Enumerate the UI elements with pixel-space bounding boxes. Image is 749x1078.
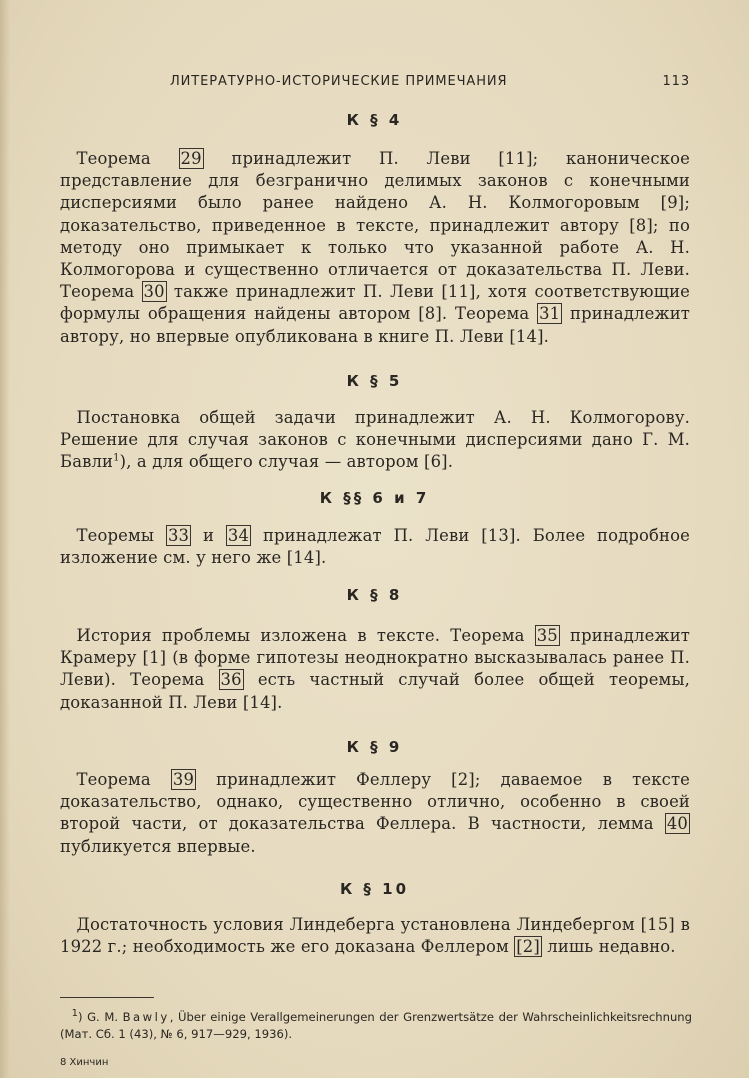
boxed-reference: 36 xyxy=(220,670,242,690)
section-heading: К § 5 xyxy=(346,372,403,390)
boxed-reference: 31 xyxy=(539,304,561,324)
footnote-marker: 1 xyxy=(71,1008,78,1020)
section-paragraph: История проблемы изложена в тексте. Теорема 35 принадлежит Крамеру [1] (в форме гипотезы неоднократно высказывалась ранее П. Леви). Теорема 36 есть частный случай более общей теоремы, доказанной П. Леви [14]. xyxy=(60,626,690,712)
running-head-title: ЛИТЕРАТУРНО-ИСТОРИЧЕСКИЕ ПРИМЕЧАНИЯ xyxy=(170,74,508,89)
footnote-marker: 1 xyxy=(113,452,120,464)
section-heading: К § 8 xyxy=(346,586,403,604)
page-number: 113 xyxy=(662,74,690,89)
boxed-reference: 29 xyxy=(180,149,202,168)
boxed-reference: 40 xyxy=(666,814,688,834)
section-paragraph: Теорема 29 принадлежит П. Леви [11]; каноническое представление для безгранично делимых законов с конечными дисперсиями было ранее найдено А. Н. Колмогоровым [9]; доказательство, приведенное в тексте, принадлежит автору [8]; по методу оно примыкает к только что указанной работе А. Н. Колмогорова и существенно отличается от доказательства П. Леви. Теорема 30 также принадлежит П. Леви [11], хотя соответствующие формулы обращения найдены автором [8]. Теорема 31 принадлежит автору, но впервые опубликована в книге П. Леви [14]. xyxy=(60,149,691,346)
running-head xyxy=(170,74,690,89)
section-paragraph: Постановка общей задачи принадлежит А. Н. Колмогорову. Решение для случая законов с конечными дисперсиями дано Г. М. Бавли$^1$), а для общего случая — автором [6]. xyxy=(60,408,690,472)
boxed-reference: 30 xyxy=(143,282,165,302)
boxed-reference: 39 xyxy=(172,770,195,789)
boxed-reference: 33 xyxy=(167,526,190,545)
footnote: $^1$) G. M. Bawly, Über einige Verallgemeinerungen der Grenzwertsätze der Wahrscheinlichkeitsrechnung (Мат. Сб. 1 (43), № 6, 917—929, 1936). xyxy=(60,1008,693,1041)
section-paragraph: Достаточность условия Линдеберга установлена Линдебергом [15] в 1922 г.; необходимость же его доказана Феллером [2] лишь недавно. xyxy=(60,915,690,957)
section-paragraph: Теорема 39 принадлежит Феллеру [2]; даваемое в тексте доказательство, однако, существенно отлично, особенно в своей второй части, от доказательства Феллера. В частности, лемма 40 публикуется впервые. xyxy=(60,770,691,856)
footnote-divider xyxy=(60,997,154,998)
boxed-reference: 35 xyxy=(536,626,558,645)
section-heading: К § 10 xyxy=(339,880,410,898)
section-heading: К §§ 6 и 7 xyxy=(319,489,430,507)
boxed-reference: [2] xyxy=(516,937,540,957)
section-heading: К § 4 xyxy=(346,111,403,129)
boxed-reference: 34 xyxy=(227,526,250,545)
section-paragraph: Теоремы 33 и 34 принадлежат П. Леви [13]. Более подробное изложение см. у него же [14]. xyxy=(60,526,691,568)
printer-signature: 8 Хинчин xyxy=(60,1057,109,1068)
page-edge xyxy=(0,0,10,1078)
section-heading: К § 9 xyxy=(346,738,403,756)
